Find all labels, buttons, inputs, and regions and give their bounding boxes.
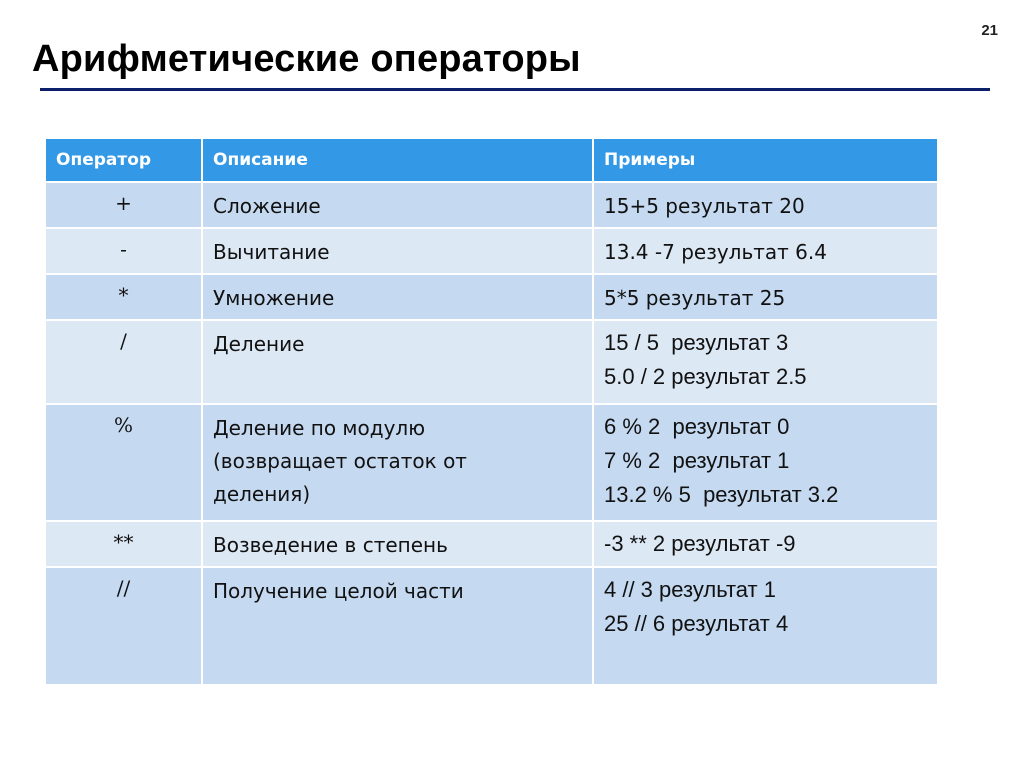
description-line: Сложение bbox=[213, 194, 321, 218]
table-header-row bbox=[45, 138, 938, 182]
operator-cell: // bbox=[45, 567, 202, 685]
examples-cell bbox=[593, 320, 938, 404]
operator-cell: + bbox=[45, 182, 202, 228]
description-cell bbox=[202, 404, 593, 521]
examples-cell bbox=[593, 521, 938, 567]
example-line: 6 % 2 результат 0 bbox=[604, 414, 790, 439]
operator-cell: * bbox=[45, 274, 202, 320]
description-line: Деление по модулю bbox=[213, 416, 426, 440]
table-row bbox=[45, 404, 938, 521]
description-line: деления) bbox=[213, 482, 311, 506]
example-line: 5*5 результат 25 bbox=[604, 286, 786, 310]
examples-cell bbox=[593, 228, 938, 274]
header-description: Описание bbox=[202, 138, 593, 182]
examples-cell bbox=[593, 567, 938, 685]
description-cell bbox=[202, 182, 593, 228]
example-line: 15+5 результат 20 bbox=[604, 194, 805, 218]
example-line: 25 // 6 результат 4 bbox=[604, 611, 789, 636]
slide-number: 21 bbox=[981, 22, 998, 39]
table-row bbox=[45, 320, 938, 404]
description-line: Умножение bbox=[213, 286, 335, 310]
description-line: Получение целой части bbox=[213, 579, 464, 603]
operator-cell: / bbox=[45, 320, 202, 404]
description-line: Возведение в степень bbox=[213, 533, 448, 557]
operator-cell: - bbox=[45, 228, 202, 274]
description-cell bbox=[202, 320, 593, 404]
examples-cell bbox=[593, 404, 938, 521]
title-underline bbox=[40, 88, 990, 91]
table-row bbox=[45, 567, 938, 685]
header-operator: Оператор bbox=[45, 138, 202, 182]
operator-cell: % bbox=[45, 404, 202, 521]
example-line: 5.0 / 2 результат 2.5 bbox=[604, 364, 807, 389]
operator-cell: ** bbox=[45, 521, 202, 567]
table-row bbox=[45, 228, 938, 274]
example-line: -3 ** 2 результат -9 bbox=[604, 531, 796, 556]
table-row bbox=[45, 182, 938, 228]
description-cell bbox=[202, 274, 593, 320]
example-line: 4 // 3 результат 1 bbox=[604, 577, 776, 602]
example-line: 7 % 2 результат 1 bbox=[604, 448, 790, 473]
description-cell bbox=[202, 228, 593, 274]
header-examples: Примеры bbox=[593, 138, 938, 182]
examples-cell bbox=[593, 274, 938, 320]
description-line: (возвращает остаток от bbox=[213, 449, 467, 473]
example-line: 13.4 -7 результат 6.4 bbox=[604, 240, 827, 264]
examples-cell bbox=[593, 182, 938, 228]
table-row bbox=[45, 521, 938, 567]
example-line: 15 / 5 результат 3 bbox=[604, 330, 789, 355]
table-row bbox=[45, 274, 938, 320]
description-cell bbox=[202, 521, 593, 567]
operators-table bbox=[44, 137, 939, 686]
description-line: Деление bbox=[213, 332, 305, 356]
description-line: Вычитание bbox=[213, 240, 330, 264]
slide-title: Арифметические операторы bbox=[32, 38, 581, 80]
example-line: 13.2 % 5 результат 3.2 bbox=[604, 482, 839, 507]
description-cell bbox=[202, 567, 593, 685]
